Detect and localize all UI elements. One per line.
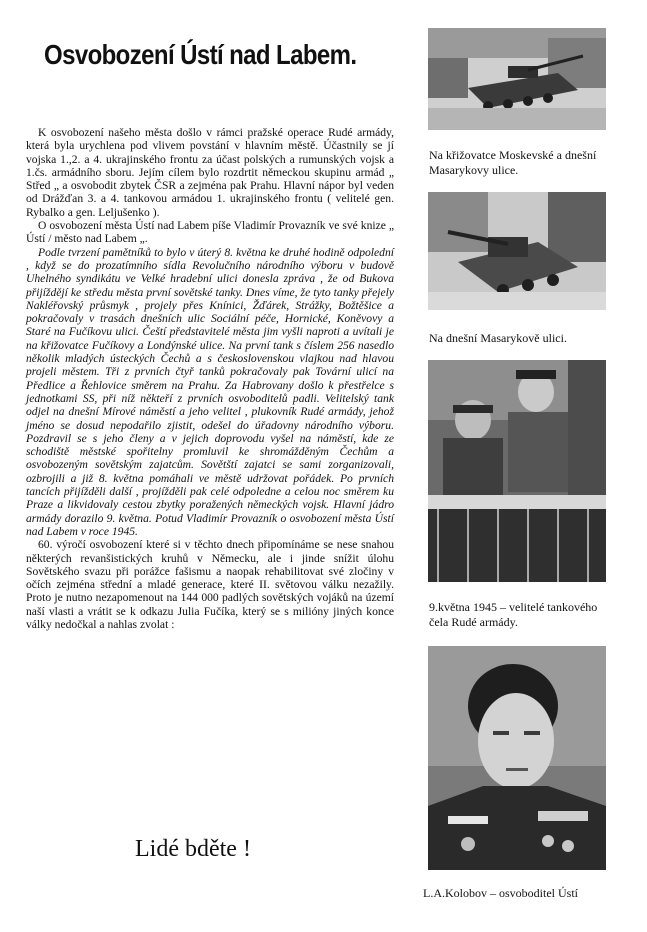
photo-caption: L.A.Kolobov – osvoboditel Ústí [423, 886, 578, 900]
article-paragraph: 60. výročí osvobození které si v těchto dnech připomínáme se nese snahou některých revanšistických kruhů v Německu, ale i jinde snížit úlohu Sovětského svazu při porážce fašismu a naopak rehabilitovat své zločiny v očích zejména střední a mladé generace, které II. světovou válku nezažily. Proto je nutno nezapomenout na 144 000 padlých sovětských vojáků na území naší vlasti a vrátit se k odkazu Julia Fučíka, který se s milióny jiných konce války nedočkal a nahlas zvolat : [26, 538, 394, 631]
photo-caption: Na křižovatce Moskevské a dnešní Masarykovy ulice. [429, 148, 597, 177]
article-paragraph: K osvobození našeho města došlo v rámci pražské operace Rudé armády, která byla urychlena pod vlivem povstání v hlavním městě. Účastnily se jí vojska 1.,2. a 4. ukrajinského frontu za účast polských a rumunských vojsk a 1.čs. armádního sboru. Jejím cílem bylo rozdrtit německou skupinu armád „ Střed „ a osvobodit zbytek ČSR a zejména pak Prahu. Hlavní nápor byl veden od Drážďan 3. a 4. tankovou armádou 1. ukrajinského frontu ( velitelé gen. Rybalko a gen. Leljušenko ). [26, 126, 394, 219]
article-quote: Podle tvrzení pamětníků to bylo v úterý 8. května ke druhé hodině odpolední , když se do prozatímního sídla Revolučního národního výboru v budově Uhelného syndikátu ve Velké hradební ulici donesla zpráva , že od Bukova přijíždějí ke středu města první sovětské tanky. Dnes víme, že tyto tanky přejely Nakléřovský průsmyk , projely přes Knínici, Žďárek, Strážky, Božtěšice a pokračovaly v trasách dnešních ulic Sociální péče, Hornické, Koněvovy a Staré na Fučíkovu ulici. Čeští představitelé města jim vyšli naproti a uvítali je na křižovatce Fučíkovy a Londýnské ulice. Na první tank s číslem 256 nasedlo několik mladých ústeckých Čechů a s československou vlajkou nad hlavou projeli městem. Tři z prvních čtyř tanků pokračovaly pak Tovární ulicí na Předlice a Řehlovice směrem na Prahu. Za Habrovany došlo k přestřelce s jednotkami SS, při níž někteří z prvních osvoboditelů padli. Velitelský tank odjel na dnešní Mírové náměstí a jeho velitel , plukovník Rudé armády, jehož jméno se dosud nepodařilo zjistit, odešel do úřadovny národního výboru. Pozdravil se s jeho členy a v jejich doprovodu vyšel na náměstí, kde ze schodiště městské spořitelny promluvil ke shromážděným Čechům a osvobozeným sovětským zajatcům. Sovětští zajatci se sami zorganizovali, ozbrojili a již 8. května pomáhali ve městě udržovat pořádek. Po prvních tancích přijížděli další , projížděli pak celé odpoledne a celou noc směrem ku Praze a likvidovaly cestou zbytky poražených německých vojsk. Hlavní jádro armády dorazilo 9. května. Potud Vladimír Provazník o osvobození města Ústí nad Labem v roce 1945. [26, 245, 394, 538]
photo-commanders-balcony [428, 360, 606, 582]
photo-caption: Na dnešní Masarykově ulici. [429, 331, 567, 345]
photo-portrait-kolobov [428, 646, 606, 870]
photo-tank-street [428, 192, 606, 310]
photo-caption: 9.května 1945 – velitelé tankového čela Rudé armády. [429, 600, 598, 629]
article-paragraph: O osvobození města Ústí nad Labem píše Vladimír Provazník ve své knize „ Ústí / město nad Labem „. [26, 219, 394, 246]
closing-slogan: Lidé bděte ! [135, 836, 251, 862]
photo-tanks-crossroad [428, 28, 606, 130]
article-title: Osvobození Ústí nad Labem. [44, 40, 357, 72]
article-body [26, 126, 394, 631]
